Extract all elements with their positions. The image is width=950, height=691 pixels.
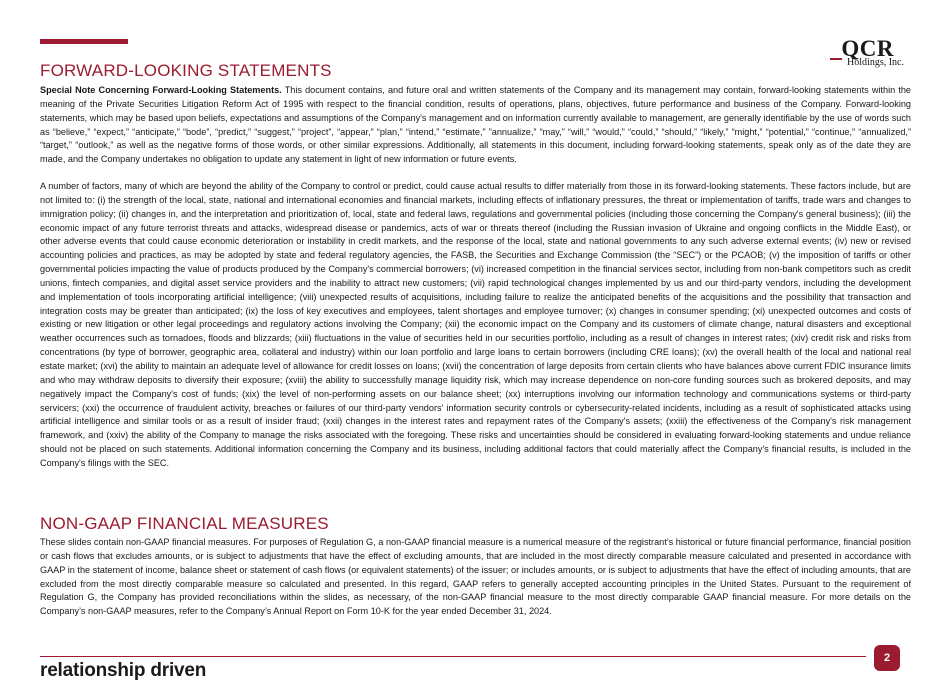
forward-looking-paragraph-2: A number of factors, many of which are beyond the ability of the Company to control or predict, could cause actual results to differ materially from those in its forward-looking statements. These factors include, but are not limited to: (i) the strength of the local, state, national and international economies and financial markets, including effects of inflationary pressures, the threat or implementation of tariffs, trade wars and changes to immigration policy; (ii) changes in, and the interpretation and prioritization of, local, state and federal laws, regulations and governmental policies (including those concerning the Company's general business); (iii) the economic impact of any future terrorist threats and attacks, widespread disease or pandemics, acts of war or threats thereof (including the Russian invasion of Ukraine and ongoing conflicts in the Middle East), or other adverse events that could cause economic deterioration or instability in credit markets, and the response of the local, state and national governments to any such adverse external events; (iv) new or revised accounting policies and practices, as may be adopted by state and federal regulatory agencies, the FASB, the Securities and Exchange Commission (the “SEC”) or the PCAOB; (v) the imposition of tariffs or other governmental policies impacting the value of products produced by the Company's commercial borrowers; (vi) increased competition in the financial services sector, including from non-bank competitors such as credit unions, fintech companies, and digital asset service providers and the inability to attract new customers; (vii) rapid technological changes implemented by us and our third-party vendors, including the development and implementation of tools incorporating artificial intelligence; (viii) unexpected results of acquisitions, including failure to realize the anticipated benefits of the acquisitions and the possibility that transaction and integration costs may be greater than anticipated; (ix) the loss of key executives and employees, talent shortages and employee turnover; (x) changes in consumer spending; (xi) unexpected outcomes and costs of existing or new litigation or other legal proceedings and regulatory actions involving the Company; (xii) the economic impact on the Company and its customers of climate change, natural disasters and exceptional weather occurrences such as tornadoes, floods and blizzards; (xiii) fluctuations in the value of securities held in our securities portfolio, including as a result of changes in interest rates; (xiv) credit risk and risks from concentrations (by type of borrower, geographic area, collateral and industry) within our loan portfolio and large loans to certain borrowers (including CRE loans); (xv) the overall health of the local and national real estate market; (xvi) the ability to maintain an adequate level of allowance for credit losses on loans; (xvii) the concentration of large deposits from certain clients who have balances above current FDIC insurance limits and who may withdraw deposits to diversify their exposure; (xviii) the ability to successfully manage liquidity risk, which may increase dependence on non-core funding sources such as brokered deposits, and may negatively impact the Company's cost of funds; (xix) the level of non-performing assets on our balance sheet; (xx) interruptions involving our information technology and communications systems or third-party servicers; (xxi) the occurrence of fraudulent activity, breaches or failures of our third-party vendors' information security controls or cybersecurity-related incidents, including as a result of sophisticated attacks using artificial intelligence and similar tools or as a result of insider fraud; (xxii) changes in the interest rates and repayment rates of the Company's assets; (xxiii) the effectiveness of the Company's risk management framework, and (xxiv) the ability of the Company to manage the risks associated with the foregoing. These risks and uncertainties should be considered in evaluating forward-looking statements and undue reliance should not be placed on such statements. Additional information concerning the Company and its business, including additional factors that could materially affect the Company's financial results, is included in the Company's filings with the SEC. [40,181,911,468]
forward-looking-title: FORWARD-LOOKING STATEMENTS [40,61,332,80]
forward-looking-lead: Special Note Concerning Forward-Looking Statements. [40,85,282,95]
logo-accent-bar [830,58,842,60]
page-number-badge: 2 [874,645,900,671]
footer-brand: relationship driven [40,660,207,681]
logo-sub-text: Holdings, Inc. [847,57,904,68]
company-logo [820,38,912,74]
logo-main-text: QCR [841,36,894,61]
header-accent-bar [40,39,128,44]
forward-looking-paragraph-1-text: This document contains, and future oral and written statements of the Company and its management may contain, forward-looking statements within the meaning of the Private Securities Litigation Reform Act of 1995 with respect to the financial condition, results of operations, plans, objectives, future performance and business of the Company. Forward-looking statements, which may be based upon beliefs, expectations and assumptions of the Company's management and on information currently available to management, are generally identifiable by the use of words such as “believe,” “expect,” “anticipate,” “bode”, “predict,” “suggest,” “project”, “appear,” “plan,” “intend,” “estimate,” ”annualize,” “may,” “will,” “would,” “could,” “should,” “likely,” “might,” “potential,” “continue,” “annualized,” “target,” “outlook,” as well as the negative forms of those words, or other similar expressions. Additionally, all statements in this document, including forward-looking statements, speak only as of the date they are made, and the Company undertakes no obligation to update any statement in light of new information or future events. [40,85,912,165]
non-gaap-paragraph: These slides contain non-GAAP financial measures. For purposes of Regulation G, a non-GAAP financial measure is a numerical measure of the registrant’s historical or future financial performance, financial position or cash flows that excludes amounts, or is subject to adjustments that have the effect of excluding amounts, that are included in the most directly comparable measure calculated and presented in accordance with GAAP in the statement of income, balance sheet or statement of cash flows (or equivalent statements) of the issuer; or includes amounts, or is subject to adjustments that have the effect of including amounts, that are excluded from the most directly comparable measure so calculated and presented. In this regard, GAAP refers to generally accepted accounting principles in the United States. Pursuant to the requirement of Regulation G, the Company has provided reconciliations within the slides, as necessary, of the non-GAAP financial measure to the most directly comparable GAAP financial measure. For more details on the Company’s non-GAAP measures, refer to the Company’s Annual Report on Form 10-K for the year ended December 31, 2024. [40,537,911,617]
non-gaap-title: NON-GAAP FINANCIAL MEASURES [40,514,329,533]
footer-divider [40,656,866,657]
forward-looking-paragraph-1 [40,84,911,167]
